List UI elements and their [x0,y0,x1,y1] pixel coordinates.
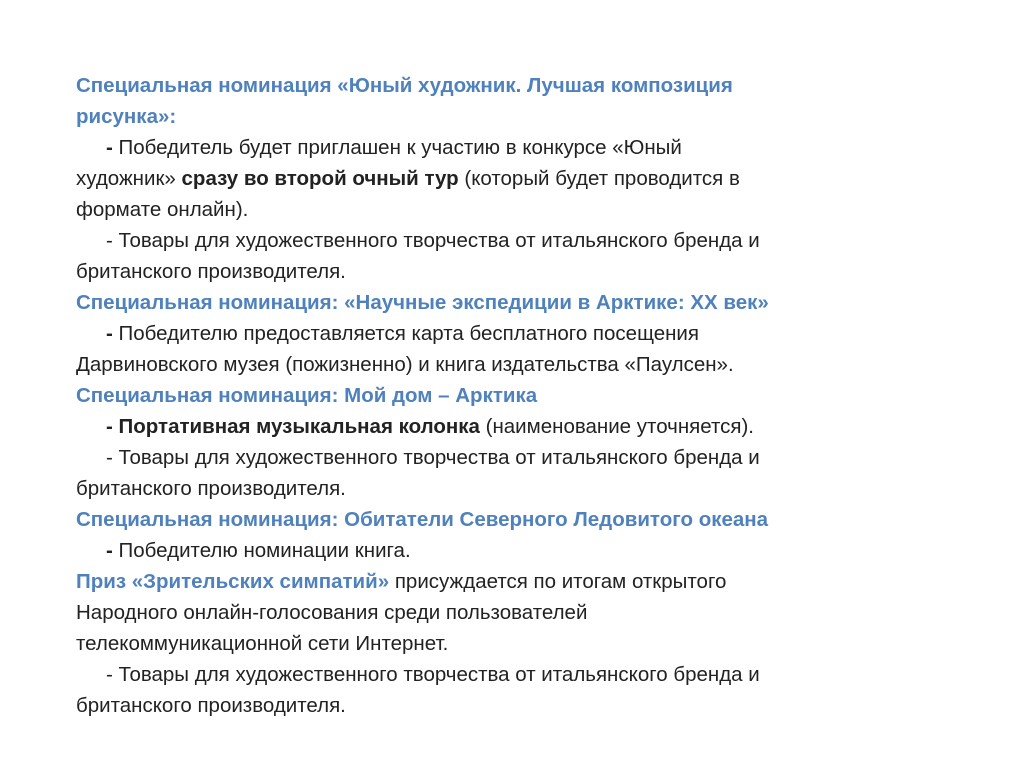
item-text: (наименование уточняется). [479,415,754,438]
nomination-1-item-2 [76,225,956,256]
item-text: присуждается по итогам открытого [389,570,727,593]
item-text: - Товары для художественного творчества от итальянского бренда и [106,229,760,252]
audience-prize-item-cont [76,690,956,721]
item-text: Победитель будет приглашен к участию в конкурсе «Юный [118,136,682,159]
slide-content [76,70,956,721]
audience-prize-line-2 [76,597,956,628]
nomination-3-item-1 [76,411,956,442]
audience-prize-line-3 [76,628,956,659]
nomination-2-item [76,318,956,349]
item-text: телекоммуникационной сети Интернет. [76,632,449,655]
dash-marker: - [106,322,119,345]
item-text: Победителю предоставляется карта бесплатного посещения [118,322,699,345]
nomination-1-item-1 [76,132,956,163]
item-text: (который будет проводится в [458,167,740,190]
item-text: британского производителя. [76,694,346,717]
nomination-1-title-text: Специальная номинация «Юный художник. Лучшая композиция [76,74,733,97]
dash-marker: - [106,539,119,562]
nomination-3-item-2-cont [76,473,956,504]
nomination-3-item-2 [76,442,956,473]
nomination-3-title-text: Специальная номинация: Мой дом – Арктика [76,384,538,407]
nomination-1-title-text-cont: рисунка»: [76,105,177,128]
nomination-3-title [76,380,956,411]
item-emphasis: - Портативная музыкальная колонка [106,415,480,438]
nomination-2-title-text: Специальная номинация: «Научные экспедиции в Арктике: XX век» [76,291,769,314]
nomination-4-item [76,535,956,566]
audience-prize-line-1 [76,566,956,597]
item-text: художник» [76,167,182,190]
nomination-1-item-2-cont [76,256,956,287]
nomination-1-title [76,70,956,101]
item-text: Народного онлайн-голосования среди пользователей [76,601,588,624]
item-text: - Товары для художественного творчества от итальянского бренда и [106,663,760,686]
item-text: британского производителя. [76,260,346,283]
item-emphasis: сразу во второй очный тур [181,167,459,190]
nomination-1-item-1-cont2 [76,194,956,225]
item-text: Дарвиновского музея (пожизненно) и книга издательства «Паулсен». [76,353,734,376]
item-text: формате онлайн). [76,198,249,221]
dash-marker: - [106,136,119,159]
item-text: британского производителя. [76,477,346,500]
nomination-2-item-cont [76,349,956,380]
item-text: - Товары для художественного творчества от итальянского бренда и [106,446,760,469]
nomination-1-item-1-cont [76,163,956,194]
nomination-2-title [76,287,956,318]
audience-prize-title: Приз «Зрительских симпатий» [76,570,390,593]
nomination-4-title-text: Специальная номинация: Обитатели Северного Ледовитого океана [76,508,769,531]
nomination-4-title [76,504,956,535]
audience-prize-item [76,659,956,690]
nomination-1-title-cont [76,101,956,132]
item-text: Победителю номинации книга. [118,539,411,562]
